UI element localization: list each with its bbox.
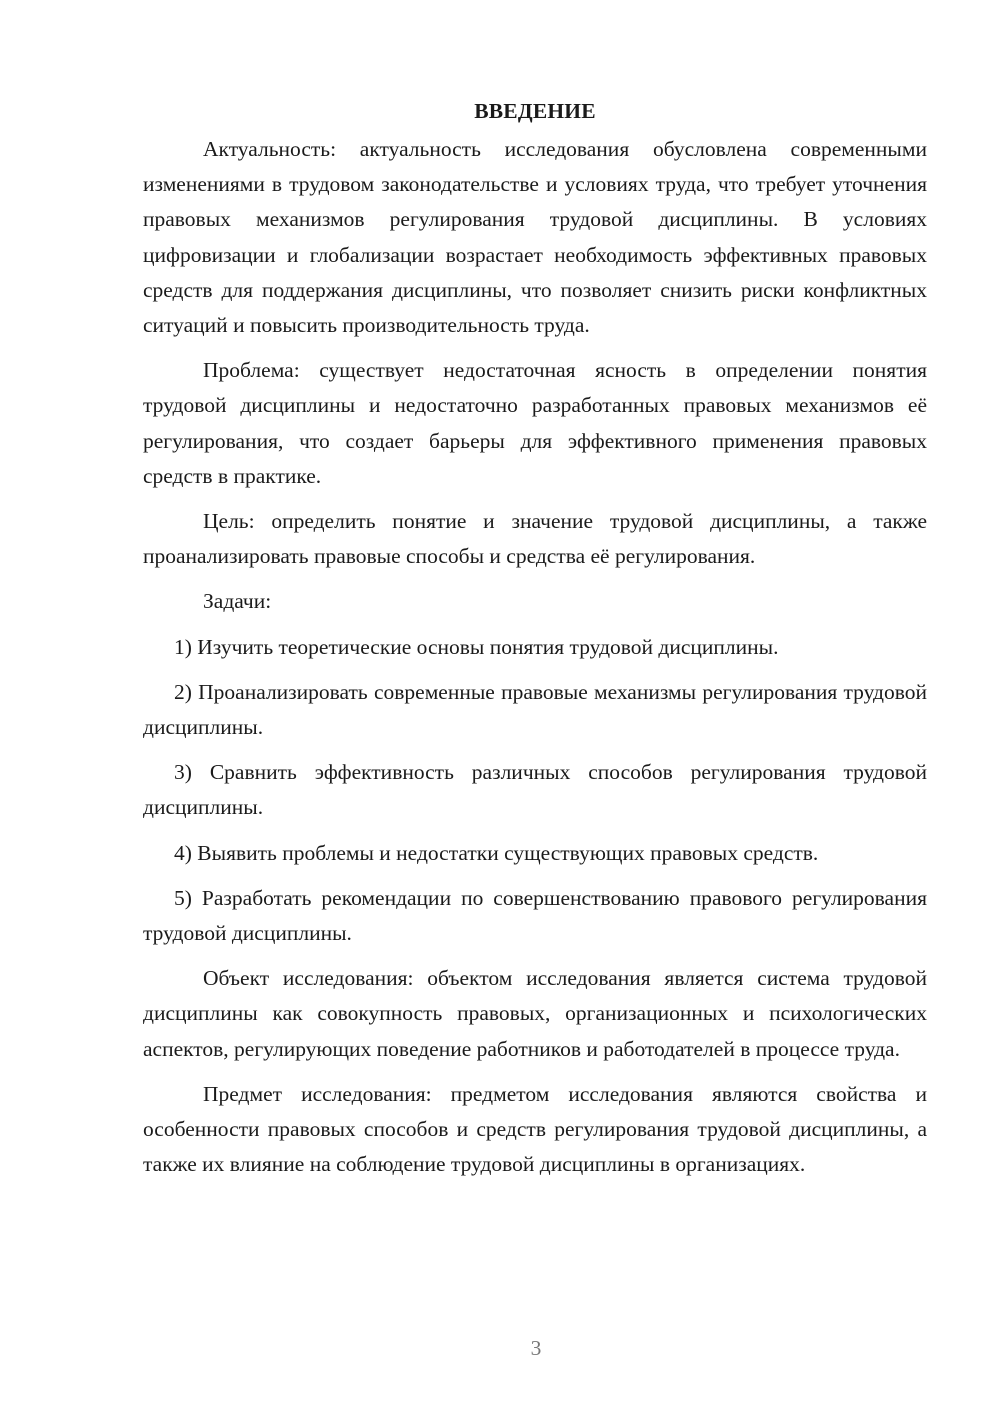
page-content [143,94,927,1182]
task-item-3: 3) Сравнить эффективность различных способов регулирования трудовой дисциплины. [143,760,927,820]
task-item-5: 5) Разработать рекомендации по совершенствованию правового регулирования трудовой дисциплины. [143,885,927,946]
task-item-2: 2) Проанализировать современные правовые механизмы регулирования трудовой дисциплины. [143,679,927,740]
relevance-paragraph: Актуальность: актуальность исследования обусловлена современными изменениями в трудовом законодательстве и условиях труда, что требует уточнения правовых механизмов регулирования трудовой дисциплины. В условиях цифровизации и глобализации возрастает необходимость эффективных правовых средств для поддержания дисциплины, что позволяет снизить риски конфликтных ситуаций и повысить производительность труда. [143,137,927,338]
task-item-4: 4) Выявить проблемы и недостатки существующих правовых средств. [174,840,819,865]
tasks-heading: Задачи: [203,589,272,614]
task-item-1: 1) Изучить теоретические основы понятия трудовой дисциплины. [174,634,779,659]
research-subject-paragraph: Предмет исследования: предметом исследования являются свойства и особенности правовых способов и средств регулирования трудовой дисциплины, а также их влияние на соблюдение трудовой дисциплины в организациях. [143,1081,927,1177]
research-object-paragraph: Объект исследования: объектом исследования является система трудовой дисциплины как совокупность правовых, организационных и психологических аспектов, регулирующих поведение работников и работодателей в процессе труда. [143,966,927,1061]
page-number: 3 [530,1336,542,1360]
goal-paragraph: Цель: определить понятие и значение трудовой дисциплины, а также проанализировать правовые способы и средства её регулирования. [143,509,927,569]
section-title: ВВЕДЕНИЕ [474,99,596,123]
problem-paragraph: Проблема: существует недостаточная ясность в определении понятия трудовой дисциплины и недостаточно разработанных правовых механизмов её регулирования, что создает барьеры для эффективного применения правовых средств в практике. [143,358,927,488]
